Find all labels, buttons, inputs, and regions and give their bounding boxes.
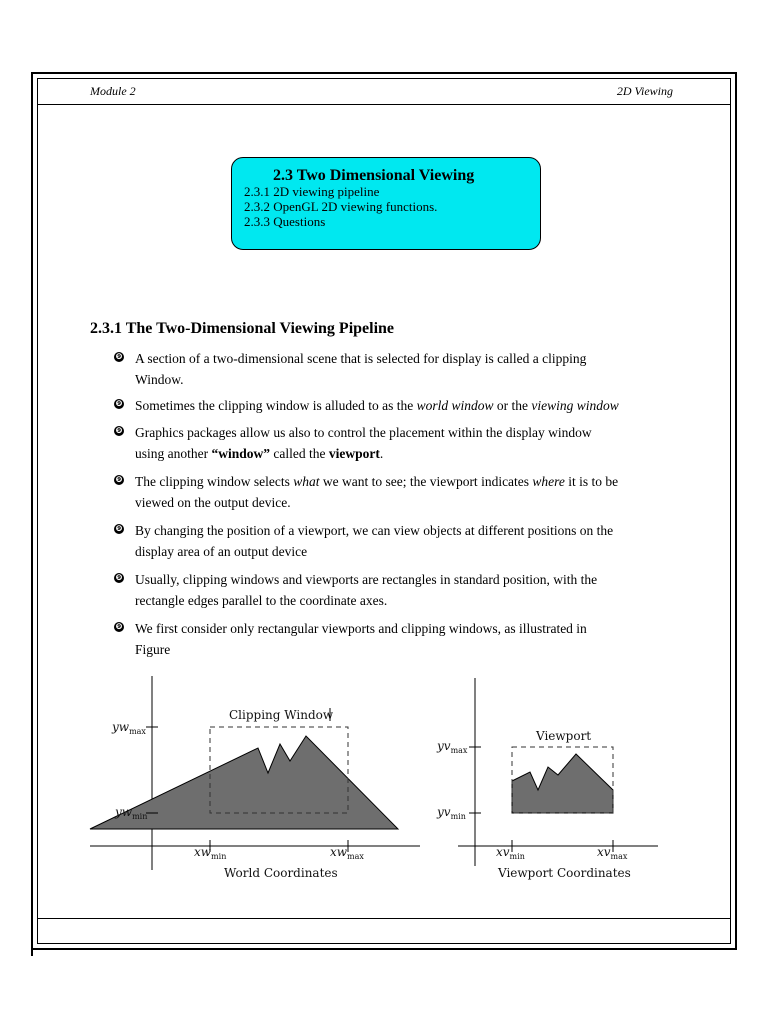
bullet-icon: ❾ [115, 573, 123, 582]
xv-min-label: $xv_{min}$ [496, 845, 525, 861]
running-header-topic: 2D Viewing [616, 84, 673, 98]
viewport-scene-shape [512, 754, 613, 813]
bullet-text: Graphics packages allow us also to control the placement within the display window [135, 425, 592, 440]
bullet-text: we want to see; the viewport indicates [319, 474, 533, 489]
bullet-text: or the [493, 398, 532, 413]
viewport-coordinates-caption: Viewport Coordinates [498, 866, 631, 880]
bullet-icon: ❾ [115, 622, 123, 631]
clipping-window-label: Clipping Window [229, 708, 334, 722]
toc-title: 2.3 Two Dimensional Viewing [273, 167, 475, 184]
bullet-icon: ❾ [115, 399, 123, 408]
toc-item: 2.3.1 2D viewing pipeline [244, 184, 380, 199]
emphasis-text: viewport [328, 446, 380, 461]
bullet-text: A section of a two-dimensional scene that is selected for display is called a clipping [135, 351, 587, 366]
bullet-text: viewed on the output device. [135, 495, 291, 510]
xw-min-label: $xw_{min}$ [194, 845, 227, 861]
bullet-text: it is to be [564, 474, 619, 489]
yv-max-label: $yv_{max}$ [437, 739, 468, 755]
bullet-text: Window. [135, 372, 184, 387]
xw-max-label: $xw_{max}$ [330, 845, 364, 861]
bullet-text: rectangle edges parallel to the coordinate axes. [135, 593, 388, 608]
bullet-text: called the [270, 446, 329, 461]
toc-item: 2.3.2 OpenGL 2D viewing functions. [244, 199, 438, 214]
running-header-module: Module 2 [90, 84, 136, 98]
xv-max-label: $xv_{max}$ [597, 845, 628, 861]
bullet-text: display area of an output device [135, 544, 308, 559]
emphasis-text: world window [416, 398, 494, 413]
yw-min-label: $yw_{min}$ [115, 805, 148, 821]
viewport-label: Viewport [536, 729, 592, 743]
bullet-icon: ❾ [115, 524, 123, 533]
bullet-text: using another [135, 446, 212, 461]
yw-max-label: $yw_{max}$ [112, 720, 146, 736]
bullet-icon: ❾ [115, 352, 123, 361]
bullet-icon: ❾ [115, 426, 123, 435]
emphasis-text: what [293, 474, 320, 489]
emphasis-text: “window” [211, 446, 271, 461]
bullet-text: We first consider only rectangular viewports and clipping windows, as illustrated in [135, 621, 587, 636]
emphasis-text: viewing window [531, 398, 619, 413]
bullet-text: Usually, clipping windows and viewports are rectangles in standard position, with the [135, 572, 598, 587]
bullet-text: The clipping window selects [135, 474, 294, 489]
bullet-text: By changing the position of a viewport, we can view objects at different positions on the [135, 523, 614, 538]
bullet-text: . [379, 446, 384, 461]
emphasis-text: where [532, 474, 565, 489]
yv-min-label: $yv_{min}$ [437, 805, 466, 821]
world-coordinates-caption: World Coordinates [224, 866, 338, 880]
section-heading: 2.3.1 The Two-Dimensional Viewing Pipeline [90, 320, 395, 337]
bullet-text: Sometimes the clipping window is alluded to as the [135, 398, 417, 413]
toc-item: 2.3.3 Questions [244, 214, 326, 229]
bullet-icon: ❾ [115, 475, 123, 484]
bullet-text: Figure [135, 642, 171, 657]
